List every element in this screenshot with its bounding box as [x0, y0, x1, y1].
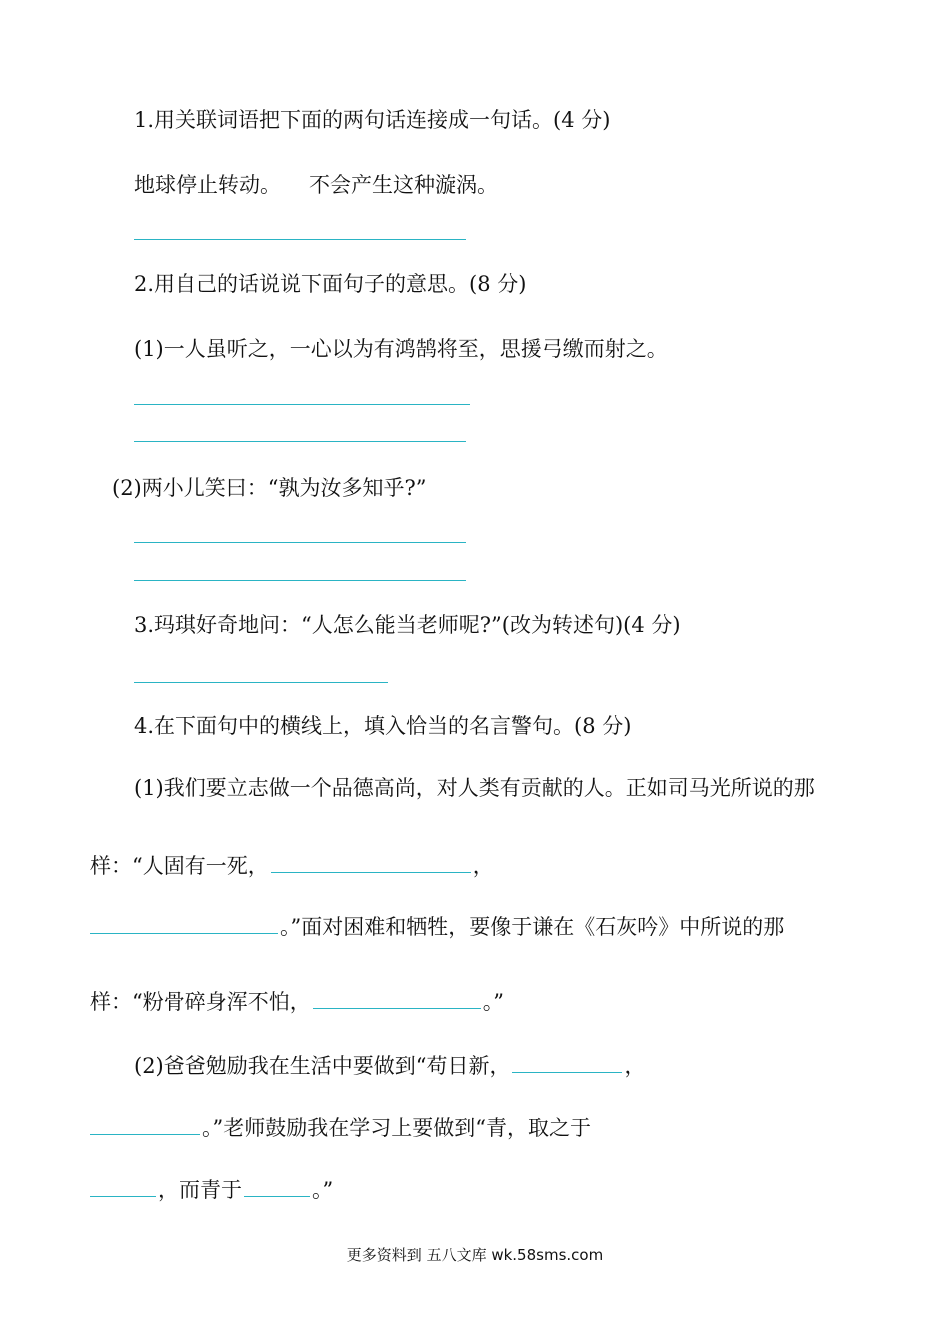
q4-p2-line3-text-a: ，而青于	[158, 1178, 242, 1202]
q4-p2-line3	[90, 1175, 333, 1205]
q1-sentence-b: 不会产生这种漩涡。	[309, 173, 498, 197]
q4-p1-line2	[90, 851, 494, 881]
q4-p1-line4-text-a: 样：“粉骨碎身浑不怕，	[90, 990, 311, 1014]
q4-blank-7[interactable]	[244, 1196, 310, 1197]
q1-answer-blank[interactable]	[134, 239, 466, 240]
q4-blank-4[interactable]	[512, 1072, 622, 1073]
q1-sentence-a: 地球停止转动。	[134, 173, 281, 197]
q4-prompt: 4.在下面句中的横线上，填入恰当的名言警句。(8 分)	[134, 714, 632, 738]
q4-p1-line4	[90, 987, 504, 1017]
q4-p2-line2	[90, 1113, 591, 1143]
q4-p1-line3	[90, 912, 784, 942]
q2-item1-blank-2[interactable]	[134, 441, 466, 442]
q4-p1-line3-text: 。”面对困难和牺牲，要像于谦在《石灰吟》中所说的那	[280, 915, 785, 939]
q3-prompt: 3.玛琪好奇地问：“人怎么能当老师呢?”(改为转述句)(4 分)	[134, 613, 681, 637]
q4-p1-line1: (1)我们要立志做一个品德高尚，对人类有贡献的人。正如司马光所说的那	[134, 776, 815, 800]
q2-item1-blank-1[interactable]	[134, 404, 470, 405]
q2-item1: (1)一人虽听之，一心以为有鸿鹄将至，思援弓缴而射之。	[134, 337, 668, 361]
q4-blank-6[interactable]	[90, 1196, 156, 1197]
q1-prompt: 1.用关联词语把下面的两句话连接成一句话。(4 分)	[134, 108, 611, 132]
q2-prompt: 2.用自己的话说说下面句子的意思。(8 分)	[134, 272, 527, 296]
q4-blank-3[interactable]	[313, 1008, 481, 1009]
footer-text: 更多资料到 五八文库 wk.58sms.com	[346, 1246, 604, 1264]
q4-p2-line1	[134, 1051, 645, 1081]
q4-blank-2[interactable]	[90, 933, 278, 934]
q3-answer-blank[interactable]	[134, 682, 388, 683]
q4-p2-line1-text-a: (2)爸爸勉励我在生活中要做到“苟日新，	[134, 1054, 511, 1078]
q4-blank-5[interactable]	[90, 1134, 200, 1135]
q4-p1-line2-text-a: 样：“人固有一死，	[90, 854, 269, 878]
q4-blank-1[interactable]	[271, 872, 471, 873]
q4-p2-line3-text-b: 。”	[312, 1178, 334, 1202]
q2-item2: (2)两小儿笑曰：“孰为汝多知乎?”	[112, 476, 427, 500]
q4-p1-line2-text-b: ，	[472, 854, 494, 878]
q4-p2-line2-text: 。”老师鼓励我在学习上要做到“青，取之于	[202, 1116, 591, 1140]
q4-p2-line1-text-b: ，	[624, 1054, 646, 1078]
q1-sentences	[134, 170, 498, 200]
q4-p1-line4-text-b: 。”	[482, 990, 504, 1014]
q2-item2-blank-2[interactable]	[134, 580, 466, 581]
q2-item2-blank-1[interactable]	[134, 542, 466, 543]
